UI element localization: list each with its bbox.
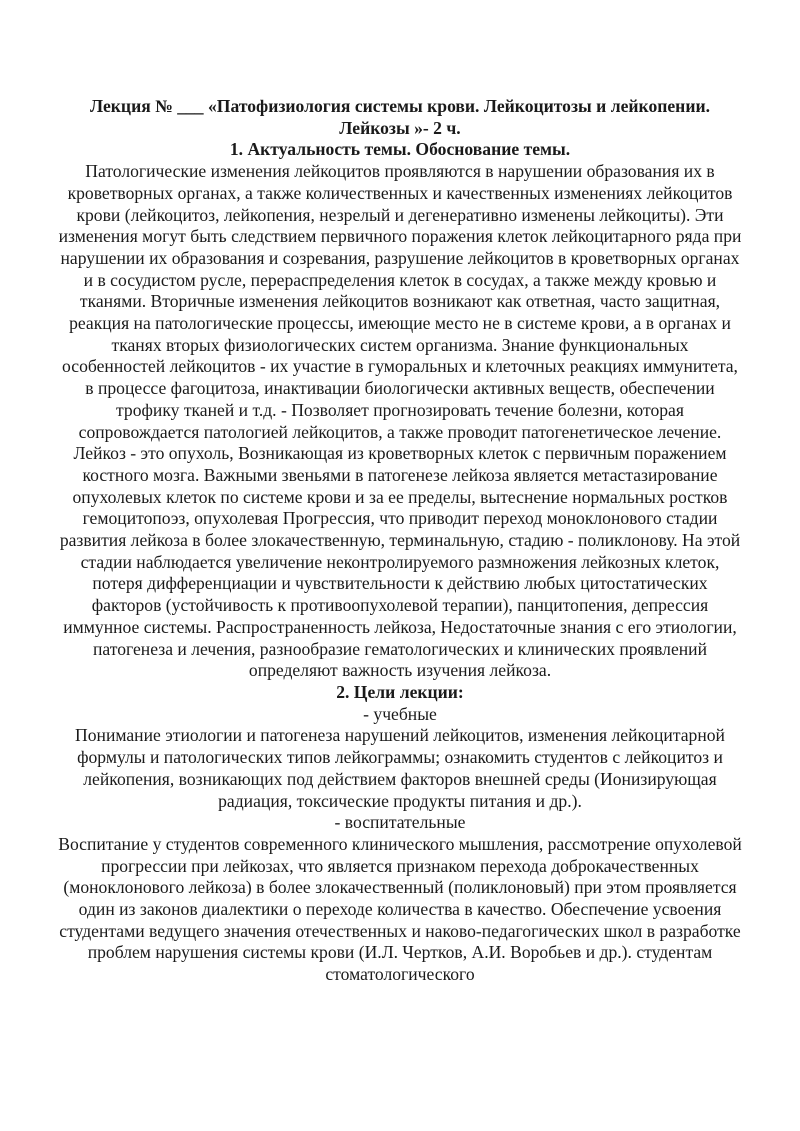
section-2-paragraph-educational: Понимание этиологии и патогенеза нарушений лейкоцитов, изменения лейкоцитарной формулы и патологических типов лейкограммы; ознакомить студентов с лейкоцитоз и лейкопения, возникающих под действием факторов внешней среды (Ионизирующая радиация, токсические продукты питания и др.). — [75, 725, 725, 811]
section-1-heading: 1. Актуальность темы. Обоснование темы. — [229, 139, 571, 160]
section-2-paragraph-upbringing: Воспитание у студентов современного клинического мышления, рассмотрение опухолевой прогрессии при лейкозах, что является признаком перехода доброкачественных (моноклонового лейкоза) в более злокачественный (поликлоновый) при этом проявляется один из законов диалектики о переходе количества в качество. Обеспечение усвоения студентами ведущего значения отечественных и наково-педагогических школ в разработке проблем нарушения системы крови (И.Л. Чертков, А.И. Воробьев и др.). студентам стоматологического — [58, 833, 742, 985]
lecture-title: Лекция № ___ «Патофизиология системы крови. Лейкоцитозы и лейкопении. Лейкозы »- 2 ч. — [90, 96, 710, 138]
section-2-sub-upbringing: - воспитательные — [334, 812, 466, 833]
document-page — [58, 96, 742, 986]
section-1-paragraph-2: Лейкоз - это опухоль, Возникающая из кроветворных клеток с первичным поражением костного мозга. Важными звеньями в патогенезе лейкоза является метастазирование опухолевых клеток по системе крови и за ее пределы, вытеснение нормальных ростков гемоцитопоэз, опухолевая Прогрессия, что приводит переход моноклонового стадии развития лейкоза в более злокачественную, терминальную, стадию - поликлонову. На этой стадии наблюдается увеличение неконтролируемого размножения лейкозных клеток, потеря дифференциации и чувствительности к действию любых цитостатических факторов (устойчивость к противоопухолевой терапии), панцитопения, депрессия иммунное системы. Распространенность лейкоза, Недостаточные знания с его этиологии, патогенеза и лечения, разнообразие гематологических и клинических проявлений определяют важность изучения лейкоза. — [59, 443, 741, 681]
section-1-paragraph-1: Патологические изменения лейкоцитов проявляются в нарушении образования их в кроветворных органах, а также количественных и качественных изменениях лейкоцитов крови (лейкоцитоз, лейкопения, незрелый и дегенеративно изменены лейкоциты). Эти изменения могут быть следствием первичного поражения клеток лейкоцитарного ряда при нарушении их образования и созревания, разрушение лейкоцитов в кроветворных органах и в сосудистом русле, перераспределения клеток в сосудах, а также между кровью и тканями. Вторичные изменения лейкоцитов возникают как ответная, часто защитная, реакция на патологические процессы, имеющие место не в системе крови, а в органах и тканях вторых физиологических систем организма. Знание функциональных особенностей лейкоцитов - их участие в гуморальных и клеточных реакциях иммунитета, в процессе фагоцитоза, инактивации биологически активных веществ, обеспечении трофику тканей и т.д. - Позволяет прогнозировать течение болезни, которая сопровождается патологией лейкоцитов, а также проводит патогенетическое лечение. — [58, 161, 742, 442]
section-2-heading: 2. Цели лекции: — [336, 681, 464, 702]
section-2-sub-educational: - учебные — [363, 703, 437, 724]
